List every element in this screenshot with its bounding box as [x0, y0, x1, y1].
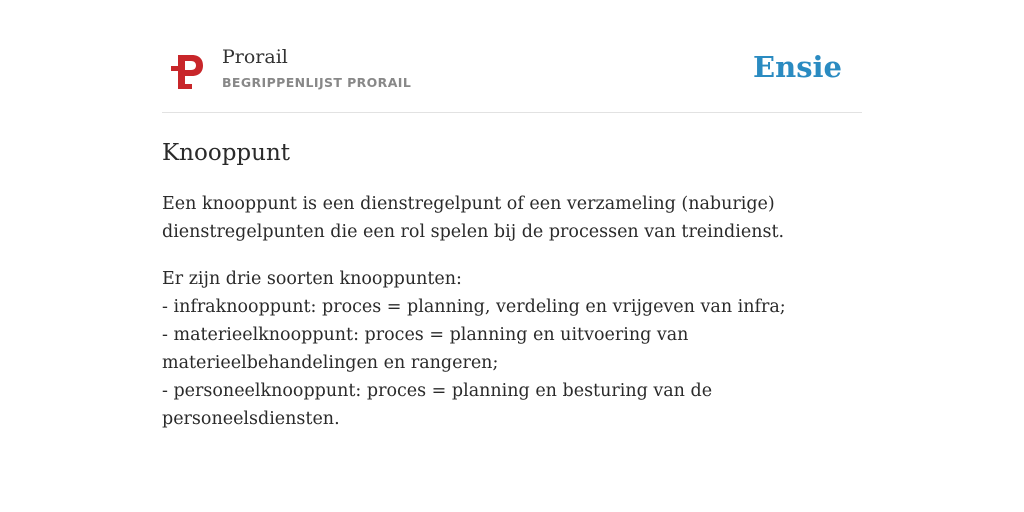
definition-body	[162, 190, 786, 433]
definition-line: personeelsdiensten.	[162, 409, 340, 429]
definition-line: - materieelknooppunt: proces = planning en uitvoering van	[162, 325, 689, 345]
prorail-p-logo-icon[interactable]	[170, 53, 204, 91]
definition-line: - infraknooppunt: proces = planning, verdeling en vrijgeven van infra;	[162, 297, 786, 317]
dictionary-owner-name[interactable]: Prorail	[222, 46, 288, 68]
definition-paragraph	[162, 190, 785, 246]
header	[162, 0, 862, 113]
dictionary-title[interactable]: BEGRIPPENLIJST PRORAIL	[222, 75, 412, 90]
definition-line: materieelbehandelingen en rangeren;	[162, 353, 499, 373]
definition-line: Een knooppunt is een dienstregelpunt of een verzameling (naburige)	[162, 194, 775, 214]
definition-paragraph	[162, 265, 786, 433]
page-container	[162, 0, 862, 452]
page-title: Knooppunt	[162, 140, 291, 166]
definition-line: - personeelknooppunt: proces = planning en besturing van de	[162, 381, 713, 401]
ensie-logo-link[interactable]: Ensie	[753, 50, 842, 84]
definition-line: Er zijn drie soorten knooppunten:	[162, 269, 462, 289]
definition-line: dienstregelpunten die een rol spelen bij de processen van treindienst.	[162, 222, 785, 242]
